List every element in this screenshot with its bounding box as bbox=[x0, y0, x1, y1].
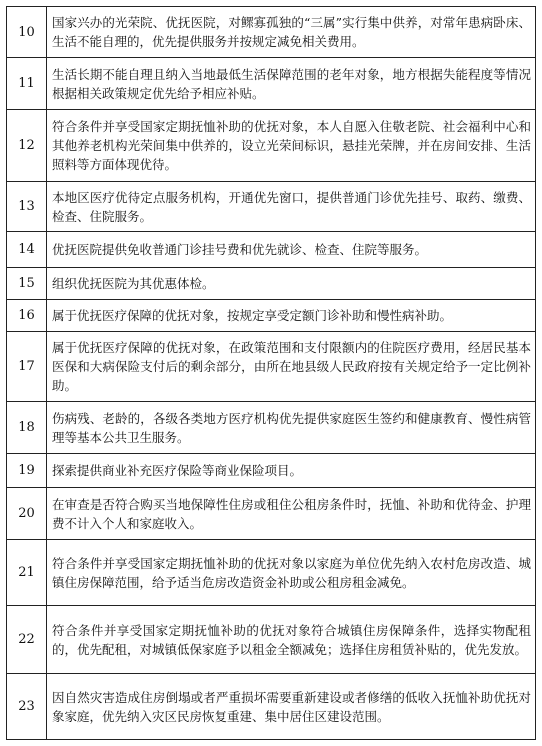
row-number: 19 bbox=[7, 454, 47, 488]
row-number: 16 bbox=[7, 300, 47, 332]
row-text: 在审查是否符合购买当地保障性住房或租住公租房条件时，抚恤、补助和优待金、护理费不计入个人和家庭收入。 bbox=[47, 488, 536, 540]
row-number: 12 bbox=[7, 110, 47, 182]
table-row bbox=[7, 7, 536, 58]
table-row bbox=[7, 454, 536, 488]
table-row bbox=[7, 268, 536, 300]
row-text: 符合条件并享受国家定期抚恤补助的优抚对象符合城镇住房保障条件，选择实物配租的，优先配租，对城镇低保家庭予以租金全额减免；选择住房租赁补贴的，优先发放。 bbox=[47, 606, 536, 674]
table-row bbox=[7, 488, 536, 540]
row-text: 伤病残、老龄的，各级各类地方医疗机构优先提供家庭医生签约和健康教育、慢性病管理等基本公共卫生服务。 bbox=[47, 402, 536, 454]
row-text: 符合条件并享受国家定期抚恤补助的优抚对象，本人自愿入住敬老院、社会福利中心和其他养老机构光荣间集中供养的，设立光荣间标识，悬挂光荣牌，并在房间安排、生活照料等方面体现优待。 bbox=[47, 110, 536, 182]
row-number: 20 bbox=[7, 488, 47, 540]
table-row bbox=[7, 110, 536, 182]
row-text: 组织优抚医院为其优惠体检。 bbox=[47, 268, 536, 300]
table-row bbox=[7, 232, 536, 268]
table-row bbox=[7, 674, 536, 740]
row-text: 属于优抚医疗保障的优抚对象，在政策范围和支付限额内的住院医疗费用，经居民基本医保和大病保险支付后的剩余部分，由所在地县级人民政府按有关规定给予一定比例补助。 bbox=[47, 332, 536, 402]
row-number: 11 bbox=[7, 58, 47, 110]
row-text: 因自然灾害造成住房倒塌或者严重损坏需要重新建设或者修缮的低收入抚恤补助优抚对象家庭，优先纳入灾区民房恢复重建、集中居住区建设范围。 bbox=[47, 674, 536, 740]
row-text: 国家兴办的光荣院、优抚医院，对鳏寡孤独的“三属”实行集中供养，对常年患病卧床、生活不能自理的，优先提供服务并按规定减免相关费用。 bbox=[47, 7, 536, 58]
row-text: 符合条件并享受国家定期抚恤补助的优抚对象以家庭为单位优先纳入农村危房改造、城镇住房保障范围，给予适当危房改造资金补助或公租房租金减免。 bbox=[47, 540, 536, 606]
table-row bbox=[7, 402, 536, 454]
table-row bbox=[7, 332, 536, 402]
row-text: 探索提供商业补充医疗保险等商业保险项目。 bbox=[47, 454, 536, 488]
row-number: 17 bbox=[7, 332, 47, 402]
row-number: 23 bbox=[7, 674, 47, 740]
table-row bbox=[7, 540, 536, 606]
row-number: 21 bbox=[7, 540, 47, 606]
table-row bbox=[7, 182, 536, 232]
table-row bbox=[7, 58, 536, 110]
row-number: 15 bbox=[7, 268, 47, 300]
table-row bbox=[7, 606, 536, 674]
row-number: 14 bbox=[7, 232, 47, 268]
row-number: 22 bbox=[7, 606, 47, 674]
row-number: 10 bbox=[7, 7, 47, 58]
benefits-table bbox=[6, 6, 536, 740]
row-text: 优抚医院提供免收普通门诊挂号费和优先就诊、检查、住院等服务。 bbox=[47, 232, 536, 268]
row-text: 本地区医疗优待定点服务机构，开通优先窗口，提供普通门诊优先挂号、取药、缴费、检查、住院服务。 bbox=[47, 182, 536, 232]
row-number: 13 bbox=[7, 182, 47, 232]
row-text: 属于优抚医疗保障的优抚对象，按规定享受定额门诊补助和慢性病补助。 bbox=[47, 300, 536, 332]
row-number: 18 bbox=[7, 402, 47, 454]
row-text: 生活长期不能自理且纳入当地最低生活保障范围的老年对象，地方根据失能程度等情况根据相关政策规定优先给予相应补贴。 bbox=[47, 58, 536, 110]
table-row bbox=[7, 300, 536, 332]
